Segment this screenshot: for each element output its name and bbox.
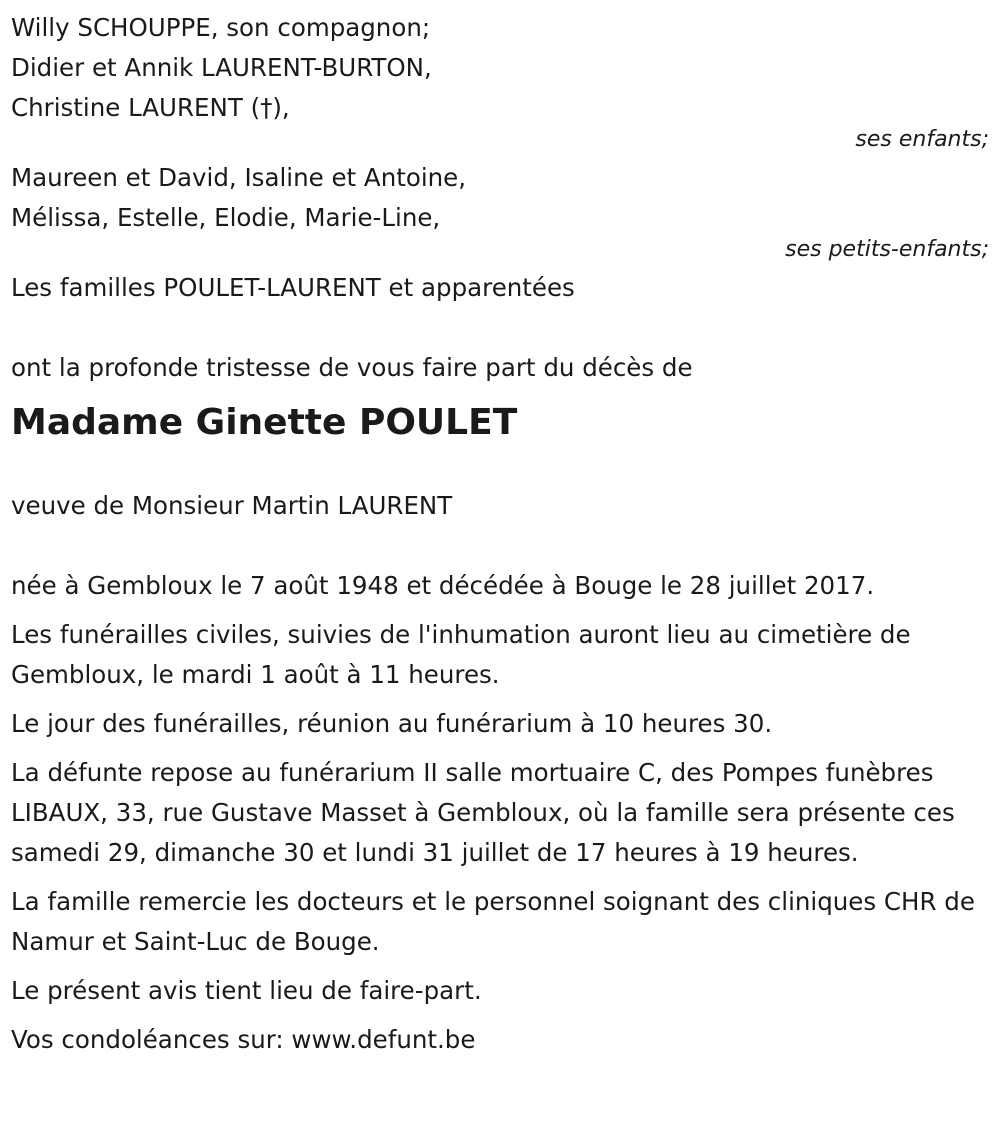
family-line: Maureen et David, Isaline et Antoine, xyxy=(11,163,467,192)
funeral-paragraph: Les funérailles civiles, suivies de l'inhumation auront lieu au cimetière de Gembloux, le mardi 1 août à 11 heures. xyxy=(11,620,911,689)
family-group-children xyxy=(11,8,989,152)
thanks-paragraph: La famille remercie les docteurs et le personnel soignant des cliniques CHR de Namur et Saint-Luc de Bouge. xyxy=(11,887,975,956)
family-group-grandchildren xyxy=(11,158,989,262)
family-line: Didier et Annik LAURENT-BURTON, xyxy=(11,53,432,82)
families-line: Les familles POULET-LAURENT et apparentées xyxy=(11,273,575,302)
family-line: Christine LAURENT (†), xyxy=(11,93,290,122)
birth-death-paragraph: née à Gembloux le 7 août 1948 et décédée à Bouge le 28 juillet 2017. xyxy=(11,571,875,600)
family-line: Willy SCHOUPPE, son compagnon; xyxy=(11,13,431,42)
widow-of-text: veuve de Monsieur Martin LAURENT xyxy=(11,491,453,520)
notice-paragraph: Le présent avis tient lieu de faire-part. xyxy=(11,976,482,1005)
family-line: Mélissa, Estelle, Elodie, Marie-Line, xyxy=(11,203,441,232)
deceased-name: Madame Ginette POULET xyxy=(11,402,518,443)
meeting-paragraph: Le jour des funérailles, réunion au funérarium à 10 heures 30. xyxy=(11,709,773,738)
announcement-text: ont la profonde tristesse de vous faire part du décès de xyxy=(11,353,693,382)
notice-body xyxy=(11,566,989,1060)
condolences-paragraph[interactable]: Vos condoléances sur: www.defunt.be xyxy=(11,1025,476,1054)
resting-place-paragraph: La défunte repose au funérarium II salle mortuaire C, des Pompes funèbres LIBAUX, 33, rue Gustave Masset à Gembloux, où la famille sera présente ces samedi 29, dimanche 30 et lundi 31 juillet de 17 heures à 19 heures. xyxy=(11,758,955,867)
death-notice xyxy=(11,8,989,1069)
role-label-children: ses enfants; xyxy=(855,127,989,152)
role-label-grandchildren: ses petits-enfants; xyxy=(785,237,989,262)
